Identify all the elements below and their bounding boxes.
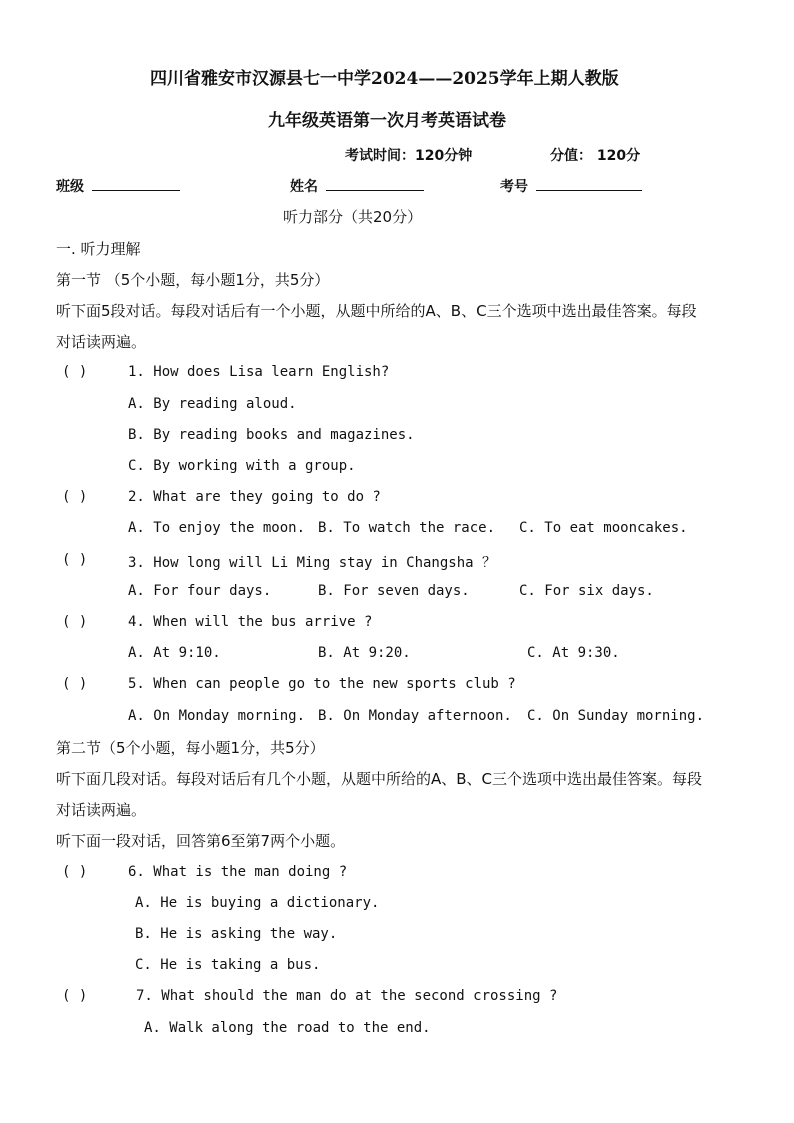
answer-paren[interactable]: ( ) bbox=[62, 988, 88, 1004]
name-label: 姓名 bbox=[290, 179, 318, 195]
option: B. On Monday afternoon. bbox=[318, 708, 512, 724]
option: B. He is asking the way. bbox=[135, 926, 338, 942]
question-stem: 2. What are they going to do ? bbox=[128, 489, 381, 505]
question-stem: 5. When can people go to the new sports club ? bbox=[128, 676, 516, 692]
number-field bbox=[500, 176, 642, 196]
option: A. He is buying a dictionary. bbox=[135, 895, 380, 911]
option: C. By working with a group. bbox=[128, 458, 356, 474]
exam-score: 分值： 120分 bbox=[550, 148, 641, 164]
name-field bbox=[290, 176, 424, 196]
question-stem: 1. How does Lisa learn English? bbox=[128, 364, 390, 380]
option: A. Walk along the road to the end. bbox=[144, 1020, 431, 1036]
number-label: 考号 bbox=[500, 179, 528, 195]
option: C. At 9:30. bbox=[527, 645, 620, 661]
option: B. By reading books and magazines. bbox=[128, 427, 415, 443]
class-field bbox=[56, 176, 180, 196]
exam-title-line2: 九年级英语第一次月考英语试卷 bbox=[268, 111, 506, 131]
option: C. He is taking a bus. bbox=[135, 957, 321, 973]
question-stem: 4. When will the bus arrive ? bbox=[128, 614, 373, 630]
option: A. To enjoy the moon. bbox=[128, 520, 306, 536]
answer-paren[interactable]: ( ) bbox=[62, 552, 88, 568]
option: A. For four days. bbox=[128, 583, 272, 599]
exam-time: 考试时间：120分钟 bbox=[345, 148, 473, 164]
option: B. At 9:20. bbox=[318, 645, 411, 661]
listening-part-title: 听力部分（共20分） bbox=[283, 208, 423, 226]
answer-paren[interactable]: ( ) bbox=[62, 489, 88, 505]
option: C. On Sunday morning. bbox=[527, 708, 705, 724]
number-blank[interactable] bbox=[536, 176, 642, 191]
option: A. At 9:10. bbox=[128, 645, 221, 661]
sec2-title: 第二节（5个小题，每小题1分，共5分） bbox=[56, 739, 325, 757]
answer-paren[interactable]: ( ) bbox=[62, 614, 88, 630]
option: A. By reading aloud. bbox=[128, 396, 297, 412]
sec1-instruction-line2: 对话读两遍。 bbox=[56, 333, 147, 351]
option: A. On Monday morning. bbox=[128, 708, 306, 724]
sec1-title: 第一节 （5个小题，每小题1分，共5分） bbox=[56, 271, 330, 289]
exam-title-line1: 四川省雅安市汉源县七一中学2024——2025学年上期人教版 bbox=[150, 69, 619, 89]
question-stem: 6. What is the man doing ? bbox=[128, 864, 348, 880]
sec1-instruction-line1: 听下面5段对话。每段对话后有一个小题，从题中所给的A、B、C三个选项中选出最佳答案。每段 bbox=[56, 302, 697, 320]
answer-paren[interactable]: ( ) bbox=[62, 364, 88, 380]
section-one-heading: 一. 听力理解 bbox=[56, 240, 141, 258]
answer-paren[interactable]: ( ) bbox=[62, 676, 88, 692]
option: C. For six days. bbox=[519, 583, 654, 599]
class-blank[interactable] bbox=[92, 176, 180, 191]
sec2-instruction-line2: 对话读两遍。 bbox=[56, 801, 147, 819]
name-blank[interactable] bbox=[326, 176, 424, 191]
option: B. To watch the race. bbox=[318, 520, 496, 536]
answer-paren[interactable]: ( ) bbox=[62, 864, 88, 880]
class-label: 班级 bbox=[56, 179, 84, 195]
option: B. For seven days. bbox=[318, 583, 470, 599]
sec2-dialog-intro: 听下面一段对话，回答第6至第7两个小题。 bbox=[56, 832, 346, 850]
question-stem: 3. How long will Li Ming stay in Changsha ？ bbox=[128, 555, 497, 571]
question-stem: 7. What should the man do at the second crossing ? bbox=[136, 988, 558, 1004]
option: C. To eat mooncakes. bbox=[519, 520, 688, 536]
sec2-instruction-line1: 听下面几段对话。每段对话后有几个小题，从题中所给的A、B、C三个选项中选出最佳答案。每段 bbox=[56, 770, 703, 788]
